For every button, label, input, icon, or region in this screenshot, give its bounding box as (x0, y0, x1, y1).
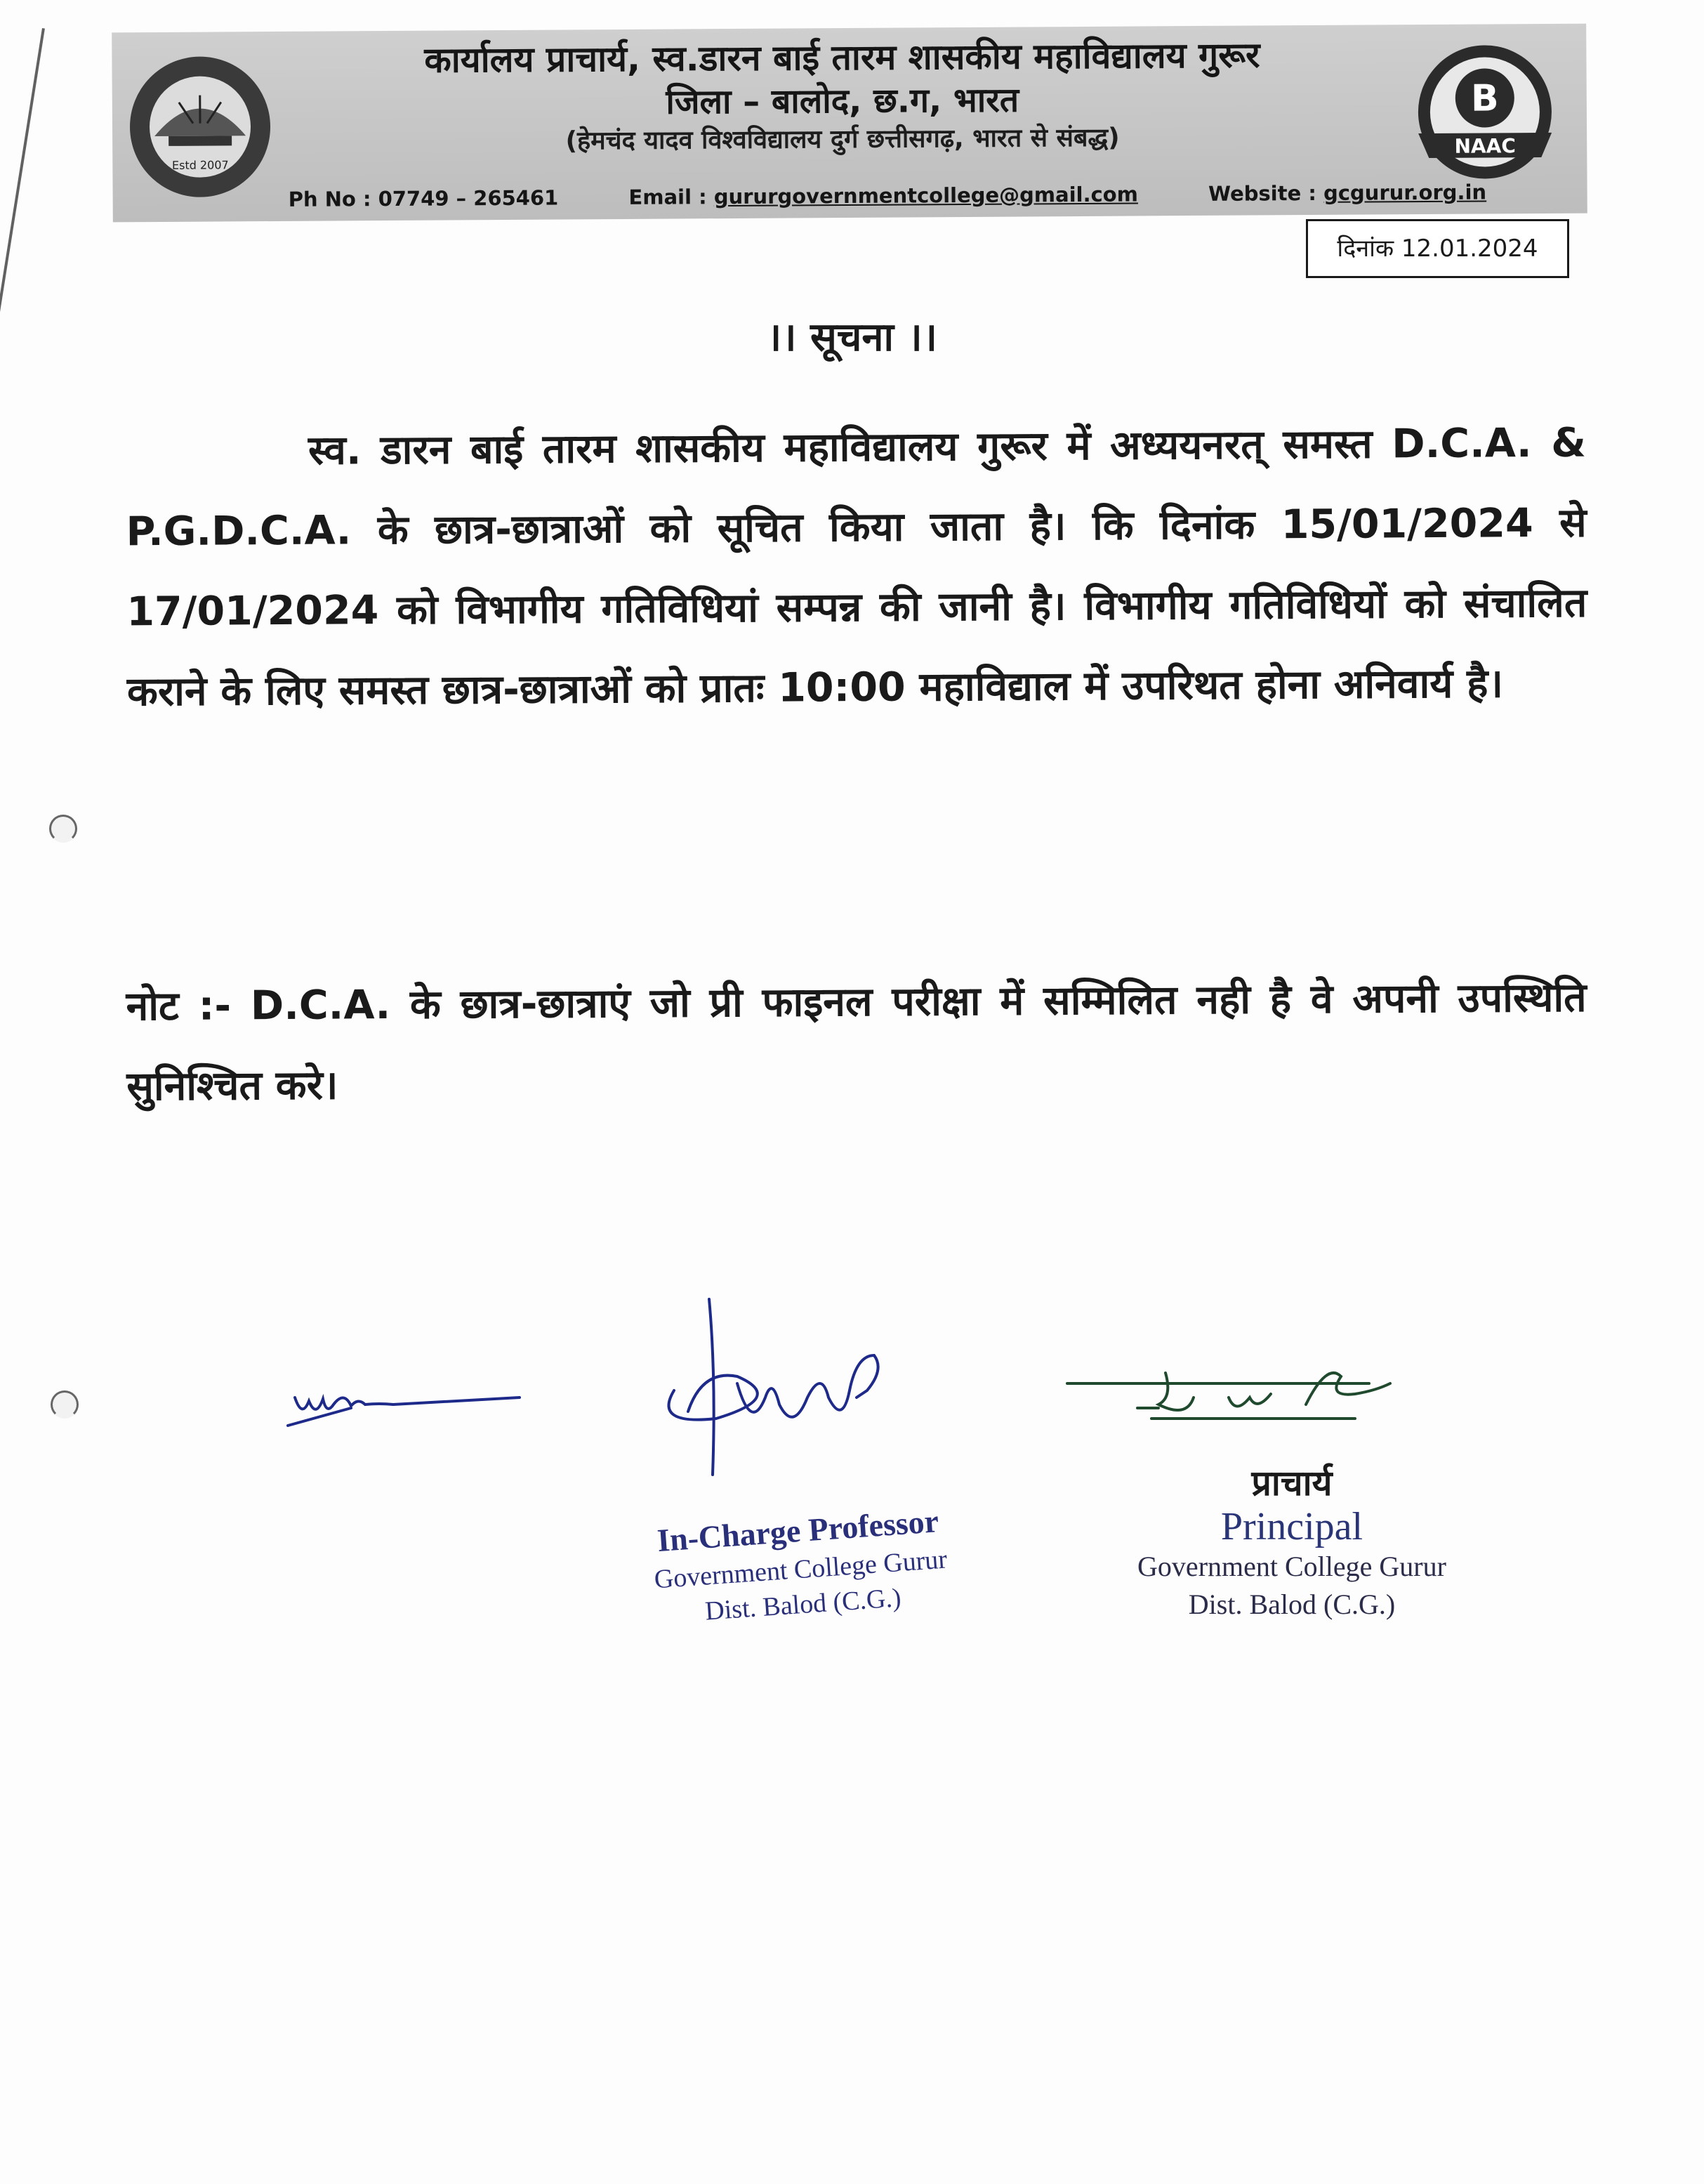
email-link[interactable]: gururgovernmentcollege@gmail.com (713, 182, 1138, 209)
svg-text:Estd 2007: Estd 2007 (171, 158, 229, 172)
university-affiliation: (हेमचंद यादव विश्वविद्यालय दुर्ग छत्तीसगढ़, भारत से संबद्ध) (565, 123, 1120, 156)
incharge-district: Dist. Balod (C.G.) (704, 1583, 902, 1626)
principal-role-hindi: प्राचार्य (1251, 1463, 1333, 1504)
principal-org: Government College Gurur (1137, 1551, 1446, 1582)
punch-hole-icon (51, 1390, 79, 1419)
email-label: Email : (628, 185, 707, 209)
signature-left-icon (267, 1348, 534, 1447)
signature-principal-icon (1060, 1355, 1425, 1454)
contact-line (289, 180, 1552, 211)
principal-district: Dist. Balod (C.G.) (1188, 1588, 1396, 1620)
college-logo-icon (126, 53, 274, 201)
date-box: दिनांक 12.01.2024 (1306, 219, 1569, 278)
college-name: कार्यालय प्राचार्य, स्व.डारन बाई तारम शासकीय महाविद्यालय गुरूर (424, 34, 1260, 81)
incharge-role: In-Charge Professor (656, 1503, 940, 1559)
principal-role-english: Principal (1220, 1505, 1363, 1548)
signature-incharge-icon (632, 1292, 941, 1531)
college-district: जिला – बालोद, छ.ग, भारत (666, 80, 1019, 122)
website-link[interactable]: gcgurur.org.in (1323, 180, 1487, 205)
letterhead (112, 24, 1587, 223)
svg-text:B: B (1470, 77, 1499, 120)
phone-number: Ph No : 07749 – 265461 (288, 185, 559, 211)
notice-title: ।। सूचना ।। (767, 315, 937, 360)
punch-hole-icon (49, 815, 77, 843)
naac-badge-icon (1404, 34, 1566, 197)
notice-note: नोट :- D.C.A. के छात्र-छात्राएं जो प्री फाइनल परीक्षा में सम्मिलित नही है वे अपनी उपस्थिति सुनिश्चित करे। (126, 974, 1587, 1110)
incharge-org: Government College Gurur (653, 1544, 949, 1595)
notice-body: स्व. डारन बाई तारम शासकीय महाविद्यालय गुरूर में अध्ययनरत् समस्त D.C.A. & P.G.D.C.A. के छात्र-छात्राओं को सूचित किया जाता है। कि दिनांक 15/01/2024 से 17/01/2024 को विभागीय गतिविधियां सम्पन्न की जानी है। विभागीय गतिविधियों को संचालित कराने के लिए समस्त छात्र-छात्राओं को प्रातः 10:00 महाविद्याल में उपरिथत होना अनिवार्य है। (126, 419, 1587, 716)
scan-edge-line (0, 28, 45, 459)
svg-text:NAAC: NAAC (1454, 134, 1516, 158)
website-label: Website : (1208, 180, 1317, 206)
principal-stamp (1095, 1461, 1488, 1624)
